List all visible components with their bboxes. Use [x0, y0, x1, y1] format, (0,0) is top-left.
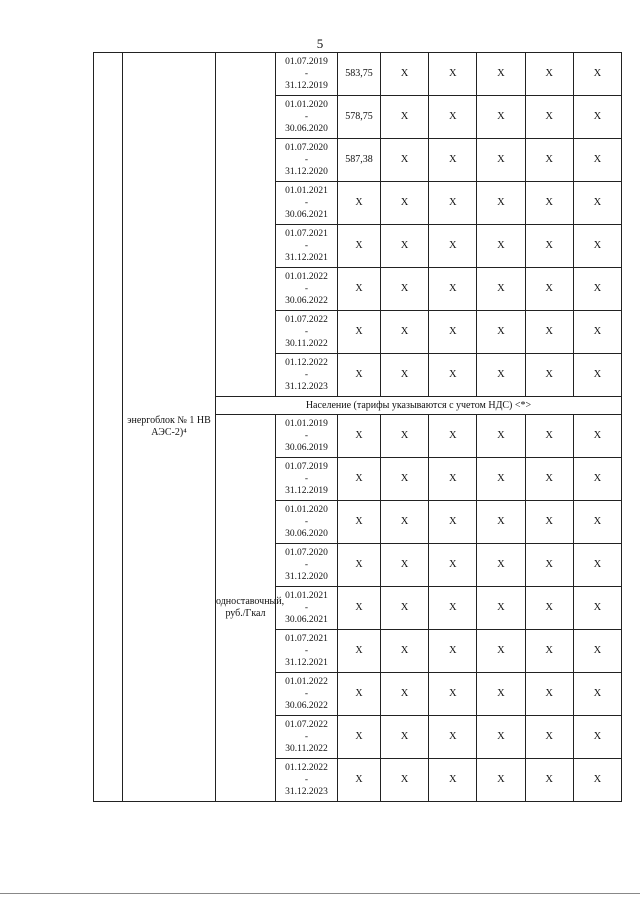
period-start: 01.07.2019 [285, 462, 328, 472]
value-cell: X [573, 182, 621, 225]
value-cell: X [338, 458, 381, 501]
period-separator: - [304, 517, 309, 527]
value-cell: X [429, 544, 477, 587]
period-cell [276, 716, 338, 759]
value-cell: X [525, 268, 573, 311]
value-cell: X [525, 53, 573, 96]
period-start: 01.07.2021 [285, 229, 328, 239]
period-separator: - [304, 69, 309, 79]
value-cell: X [477, 673, 525, 716]
value-cell: X [381, 673, 429, 716]
tariff-type-cell-empty [216, 53, 276, 397]
period-separator: - [304, 689, 309, 699]
value-cell: X [573, 587, 621, 630]
period-start: 01.01.2019 [285, 419, 328, 429]
value-cell: X [381, 759, 429, 802]
value-cell: X [381, 630, 429, 673]
value-cell: X [381, 458, 429, 501]
value-cell: X [381, 225, 429, 268]
period-separator: - [304, 112, 309, 122]
period-cell [276, 354, 338, 397]
period-cell [276, 182, 338, 225]
value-cell: X [338, 630, 381, 673]
value-cell: X [381, 96, 429, 139]
value-cell: X [477, 415, 525, 458]
value-cell: X [429, 225, 477, 268]
value-cell: X [477, 458, 525, 501]
period-start: 01.07.2020 [285, 143, 328, 153]
period-separator: - [304, 241, 309, 251]
value-cell: X [477, 716, 525, 759]
section-title: Население (тарифы указываются с учетом НДС) <*> [216, 397, 622, 415]
value-cell: X [429, 673, 477, 716]
period-start: 01.01.2022 [285, 272, 328, 282]
value-cell: X [338, 225, 381, 268]
period-start: 01.12.2022 [285, 358, 328, 368]
period-cell [276, 759, 338, 802]
value-cell: X [525, 182, 573, 225]
value-cell: X [525, 630, 573, 673]
value-cell: X [338, 544, 381, 587]
value-cell: X [429, 415, 477, 458]
period-separator: - [304, 474, 309, 484]
value-cell: X [477, 354, 525, 397]
value-cell: X [338, 354, 381, 397]
value-cell: X [477, 501, 525, 544]
period-cell [276, 268, 338, 311]
period-cell [276, 311, 338, 354]
period-separator: - [304, 155, 309, 165]
value-cell: X [525, 759, 573, 802]
period-separator: - [304, 198, 309, 208]
value-cell: X [525, 716, 573, 759]
value-cell: X [381, 544, 429, 587]
period-cell [276, 139, 338, 182]
value-cell: X [573, 458, 621, 501]
value-cell: X [573, 630, 621, 673]
value-cell: X [525, 458, 573, 501]
value-cell: X [429, 759, 477, 802]
period-start: 01.07.2022 [285, 315, 328, 325]
period-start: 01.12.2022 [285, 763, 328, 773]
period-start: 01.07.2021 [285, 634, 328, 644]
period-separator: - [304, 732, 309, 742]
period-end: 30.06.2021 [285, 210, 328, 220]
value-cell: X [525, 544, 573, 587]
period-cell [276, 53, 338, 96]
period-cell [276, 630, 338, 673]
period-end: 30.06.2021 [285, 615, 328, 625]
value-cell: X [381, 311, 429, 354]
value-cell: X [381, 268, 429, 311]
value-cell: X [338, 501, 381, 544]
period-cell [276, 96, 338, 139]
value-cell: X [381, 415, 429, 458]
value-cell: X [429, 182, 477, 225]
period-cell [276, 415, 338, 458]
period-start: 01.01.2020 [285, 505, 328, 515]
value-cell: X [477, 311, 525, 354]
value-cell: X [477, 96, 525, 139]
value-cell: X [381, 354, 429, 397]
period-end: 30.06.2019 [285, 443, 328, 453]
value-cell: X [381, 716, 429, 759]
value-cell: X [477, 182, 525, 225]
bottom-rule [0, 893, 640, 894]
period-end: 30.06.2022 [285, 296, 328, 306]
value-cell: X [525, 354, 573, 397]
value-cell: X [429, 139, 477, 182]
period-end: 31.12.2020 [285, 572, 328, 582]
value-cell: 578,75 [338, 96, 381, 139]
value-cell: X [477, 759, 525, 802]
value-cell: X [573, 96, 621, 139]
value-cell: X [525, 673, 573, 716]
value-cell: X [429, 630, 477, 673]
period-end: 31.12.2023 [285, 787, 328, 797]
value-cell: X [573, 673, 621, 716]
value-cell: X [573, 544, 621, 587]
value-cell: X [525, 139, 573, 182]
row-number-cell [94, 53, 123, 802]
value-cell: X [573, 268, 621, 311]
value-cell: X [429, 96, 477, 139]
period-start: 01.07.2020 [285, 548, 328, 558]
value-cell: X [525, 501, 573, 544]
period-cell [276, 587, 338, 630]
period-start: 01.01.2022 [285, 677, 328, 687]
period-end: 31.12.2019 [285, 486, 328, 496]
value-cell: X [338, 182, 381, 225]
value-cell: X [573, 501, 621, 544]
value-cell: X [338, 311, 381, 354]
period-cell [276, 501, 338, 544]
value-cell: X [477, 544, 525, 587]
value-cell: X [525, 415, 573, 458]
value-cell: X [429, 716, 477, 759]
value-cell: X [429, 501, 477, 544]
period-end: 31.12.2021 [285, 253, 328, 263]
value-cell: X [573, 311, 621, 354]
page-number: 5 [316, 36, 324, 51]
value-cell: 583,75 [338, 53, 381, 96]
value-cell: X [338, 716, 381, 759]
value-cell: X [338, 673, 381, 716]
tariff-table [93, 52, 622, 802]
value-cell: X [429, 268, 477, 311]
value-cell: X [338, 268, 381, 311]
value-cell: X [429, 587, 477, 630]
value-cell: X [477, 630, 525, 673]
value-cell: X [573, 716, 621, 759]
period-cell [276, 544, 338, 587]
period-cell [276, 458, 338, 501]
period-start: 01.07.2019 [285, 57, 328, 67]
period-separator: - [304, 646, 309, 656]
period-separator: - [304, 327, 309, 337]
value-cell: X [525, 225, 573, 268]
value-cell: X [573, 225, 621, 268]
value-cell: X [338, 759, 381, 802]
value-cell: X [525, 587, 573, 630]
period-separator: - [304, 370, 309, 380]
period-start: 01.07.2022 [285, 720, 328, 730]
value-cell: X [429, 458, 477, 501]
value-cell: X [429, 354, 477, 397]
period-start: 01.01.2021 [285, 591, 328, 601]
value-cell: X [477, 587, 525, 630]
value-cell: X [573, 53, 621, 96]
value-cell: X [381, 182, 429, 225]
object-name-cell: энергоблок № 1 НВ АЭС-2)⁴ [123, 53, 216, 802]
period-end: 30.06.2020 [285, 124, 328, 134]
tariff-type-cell: одноставочный, руб./Гкал [216, 415, 276, 802]
period-start: 01.01.2020 [285, 100, 328, 110]
period-end: 30.06.2020 [285, 529, 328, 539]
value-cell: X [338, 587, 381, 630]
period-end: 31.12.2021 [285, 658, 328, 668]
value-cell: X [381, 139, 429, 182]
value-cell: X [477, 53, 525, 96]
value-cell: X [477, 139, 525, 182]
value-cell: X [477, 268, 525, 311]
value-cell: X [381, 501, 429, 544]
period-separator: - [304, 603, 309, 613]
value-cell: X [381, 587, 429, 630]
value-cell: X [429, 53, 477, 96]
period-separator: - [304, 431, 309, 441]
value-cell: X [381, 53, 429, 96]
value-cell: X [573, 139, 621, 182]
value-cell: X [477, 225, 525, 268]
period-end: 31.12.2020 [285, 167, 328, 177]
period-separator: - [304, 775, 309, 785]
period-cell [276, 673, 338, 716]
value-cell: X [573, 354, 621, 397]
period-separator: - [304, 284, 309, 294]
value-cell: X [573, 415, 621, 458]
value-cell: 587,38 [338, 139, 381, 182]
period-end: 31.12.2019 [285, 81, 328, 91]
period-end: 30.06.2022 [285, 701, 328, 711]
value-cell: X [573, 759, 621, 802]
period-end: 30.11.2022 [285, 339, 328, 349]
period-separator: - [304, 560, 309, 570]
value-cell: X [525, 311, 573, 354]
period-end: 31.12.2023 [285, 382, 328, 392]
table-row [94, 53, 622, 96]
period-end: 30.11.2022 [285, 744, 328, 754]
value-cell: X [525, 96, 573, 139]
period-start: 01.01.2021 [285, 186, 328, 196]
value-cell: X [338, 415, 381, 458]
value-cell: X [429, 311, 477, 354]
period-cell [276, 225, 338, 268]
